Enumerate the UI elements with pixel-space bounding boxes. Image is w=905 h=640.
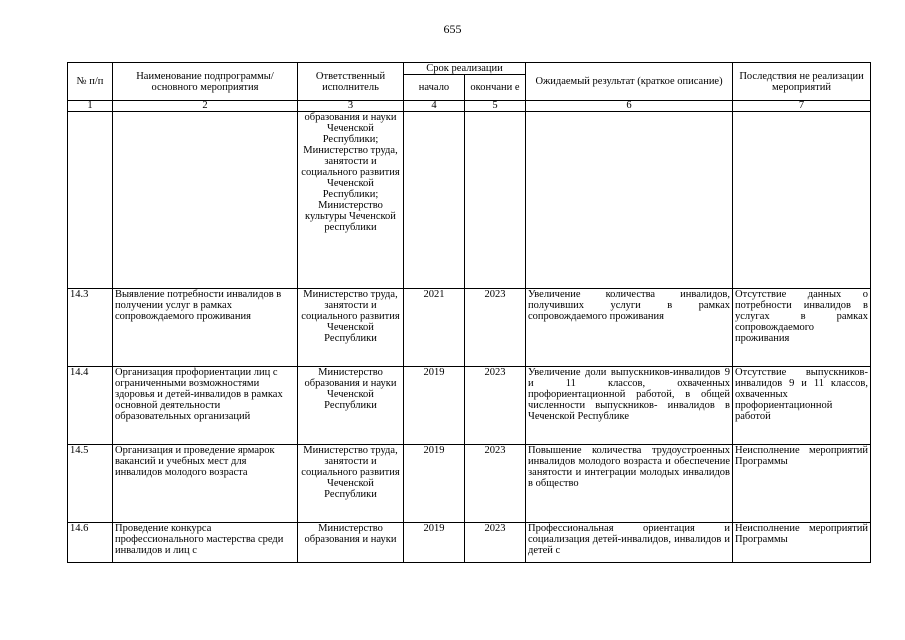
index-cell: 2 [113,101,298,112]
index-cell: 5 [465,101,526,112]
row-result: Увеличение доли выпускников-инвалидов 9 и 11 классов, охваченных профориентационной работой, в общей численности выпускников- инвалидов в Чеченской Республике [526,367,733,445]
header-num: № п/п [68,63,113,101]
row-start: 2021 [404,289,465,367]
row-num: 14.3 [68,289,113,367]
table-row [68,289,871,367]
table-row [68,523,871,563]
index-cell: 3 [298,101,404,112]
header-consequence: Последствия не реализации мероприятий [733,63,871,101]
row-start: 2019 [404,445,465,523]
row-executor: Министерство образования и науки Чеченской Республики [298,367,404,445]
row-consequence: Неисполнение мероприятий Программы [733,445,871,523]
index-cell: 6 [526,101,733,112]
row-result: Повышение количества трудоустроенных инвалидов молодого возраста и обеспечение занятости и интеграции молодых инвалидов в общество [526,445,733,523]
row-consequence: Отсутствие данных о потребности инвалидов в услугах в рамках сопровождаемого проживания [733,289,871,367]
header-result: Ожидаемый результат (краткое описание) [526,63,733,101]
row-result: Профессиональная ориентация и социализация детей-инвалидов, инвалидов и детей с [526,523,733,563]
row-end: 2023 [465,445,526,523]
index-cell: 7 [733,101,871,112]
row-name: Выявление потребности инвалидов в получении услуг в рамках сопровождаемого проживания [113,289,298,367]
row-start: 2019 [404,523,465,563]
header-executor: Ответственный исполнитель [298,63,404,101]
header-term: Срок реализации [404,63,526,75]
continuation-executor: образования и науки Чеченской Республики; Министерство труда, занятости и социального развития Чеченской Республики; Министерство культуры Чеченской республики [298,112,404,289]
column-index-row [68,101,871,112]
row-consequence: Неисполнение мероприятий Программы [733,523,871,563]
row-result: Увеличение количества инвалидов, получивших услуги в рамках сопровождаемого проживания [526,289,733,367]
index-cell: 4 [404,101,465,112]
row-name: Организация и проведение ярмарок вакансий и учебных мест для инвалидов молодого возраста [113,445,298,523]
row-executor: Министерство труда, занятости и социального развития Чеченской Республики [298,445,404,523]
row-name: Организация профориентации лиц с ограниченными возможностями здоровья и детей-инвалидов в рамках основной деятельности образовательных организаций [113,367,298,445]
header-start: начало [404,75,465,101]
row-end: 2023 [465,289,526,367]
page-number: 655 [443,22,462,36]
program-activities-table [67,62,871,563]
row-executor: Министерство труда, занятости и социального развития Чеченской Республики [298,289,404,367]
table-row [68,445,871,523]
row-executor: Министерство образования и науки [298,523,404,563]
row-end: 2023 [465,523,526,563]
row-name: Проведение конкурса профессионального мастерства среди инвалидов и лиц с [113,523,298,563]
row-num: 14.4 [68,367,113,445]
row-num: 14.6 [68,523,113,563]
continuation-row [68,112,871,289]
row-end: 2023 [465,367,526,445]
header-end: окончани е [465,75,526,101]
header-name: Наименование подпрограммы/ основного мероприятия [113,63,298,101]
row-consequence: Отсутствие выпускников-инвалидов 9 и 11 классов, охваченных профориентационной работой [733,367,871,445]
table-row [68,367,871,445]
index-cell: 1 [68,101,113,112]
row-start: 2019 [404,367,465,445]
row-num: 14.5 [68,445,113,523]
